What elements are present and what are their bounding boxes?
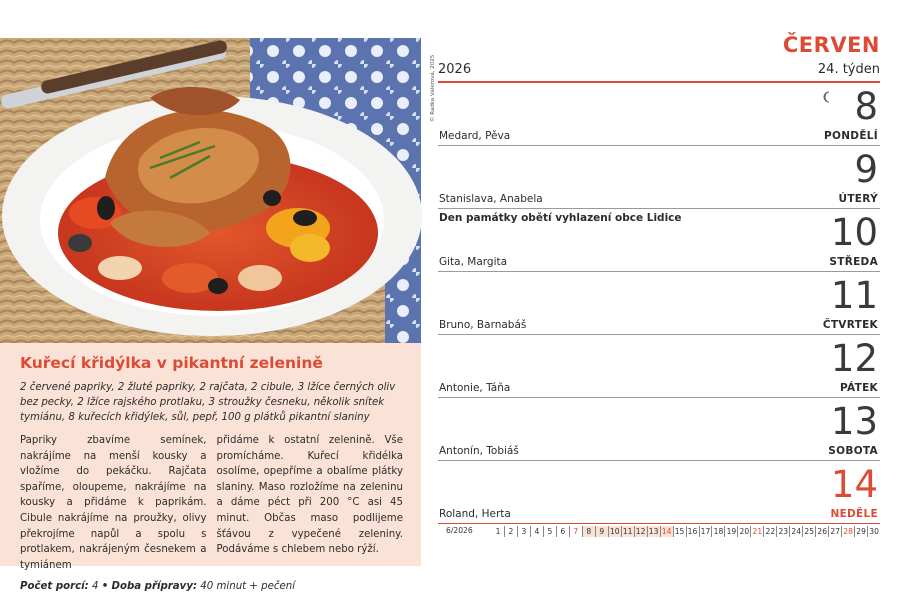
day-name: NEDĚLE [830,508,878,520]
strip-day: 2 [505,526,518,537]
month-title: ČERVEN [782,33,880,57]
strip-day: 30 [869,527,879,536]
strip-day: 9 [596,526,609,537]
strip-day: 22 [764,526,777,537]
day-number: 14 [830,463,878,506]
name-day: Antonie, Táňa [439,382,511,394]
day-name: SOBOTA [828,445,878,457]
strip-day: 15 [674,526,687,537]
strip-day: 7 [570,526,583,537]
month-strip-cells [492,526,880,537]
day-number: 10 [830,211,878,254]
recipe-method-col1: Papriky zbavíme semínek, nakrájíme na menší kousky a vložíme do pekáčku. Rajčata spaříme, oloupeme, nakrájíme na kousky a přidáme k paprikám. Cibule nakrájíme na proužky, olivy překrojíme napůl a spolu s protlakem, nakrájeným česnekem a tymiánem [20,435,207,571]
day-number: 9 [854,148,878,191]
strip-day: 24 [790,526,803,537]
footer-bullet: • [101,581,109,592]
day-row [438,209,880,272]
day-row [438,335,880,398]
strip-day: 26 [816,526,829,537]
strip-day: 18 [712,526,725,537]
strip-day: 23 [777,526,790,537]
strip-day: 11 [622,526,635,537]
recipe-method-col2: přidáme k ostatní zelenině. Vše promícháme. Kuřecí křidélka osolíme, opepříme a obalíme plátky slaniny. Maso rozložíme na zeleninu a dáme péct při 200 °C asi 45 minut. Občas maso podlijeme šťávou z vypečené zeleniny. Podáváme s chlebem nebo rýží. [216,435,403,556]
week-label: 24. týden [817,62,880,77]
day-row [438,398,880,461]
recipe-ingredients: 2 červené papriky, 2 žluté papriky, 2 rajčata, 2 cibule, 3 lžíce černých oliv bez pecky, 2 lžíce rajského protlaku, 3 stroužky česneku, několik snítek tymiánu, 8 kuřecích křidýlek, sůl, pepř, 100 g plátků pikantní slaniny [20,382,396,423]
month-strip [438,526,880,538]
strip-day: 17 [700,526,713,537]
day-number: 8 [854,85,878,128]
recipe-footer [20,581,403,592]
day-name: ČTVRTEK [822,319,878,331]
strip-day: 3 [518,526,531,537]
strip-day: 19 [725,526,738,537]
strip-day: 28 [842,526,855,537]
recipe-box [0,343,421,592]
strip-day: 25 [803,526,816,537]
strip-day: 1 [492,526,505,537]
name-day: Medard, Pěva [439,130,511,142]
strip-day: 13 [648,526,661,537]
day-row [438,146,880,209]
year-label: 2026 [438,62,472,77]
calendar-page [438,0,880,566]
day-number: 11 [830,274,878,317]
servings-value: 4 [92,581,99,592]
strip-day: 5 [544,526,557,537]
day-name: PONDĚLÍ [824,130,878,142]
servings-label: Počet porcí: [20,581,89,592]
recipe-title: Kuřecí křidýlka v pikantní zelenině [20,354,323,372]
recipe-photo-illustration [0,38,421,343]
day-name: STŘEDA [829,256,878,268]
day-number: 12 [830,337,878,380]
strip-day: 6 [557,526,570,537]
recipe-page [0,0,436,592]
recipe-photo [0,38,421,343]
day-event: Den památky obětí vyhlazení obce Lidice [439,212,682,224]
day-number: 13 [830,400,878,443]
strip-day: 21 [751,526,764,537]
day-name: ÚTERÝ [838,193,878,205]
prep-value: 40 minut + pečení [200,581,296,592]
strip-day: 29 [855,526,868,537]
day-row [438,461,880,524]
month-strip-label: 6/2026 [446,526,473,535]
day-row [438,83,880,146]
strip-day: 14 [661,526,674,537]
photo-credit [423,38,436,128]
name-day: Roland, Herta [439,508,511,520]
strip-day: 8 [583,526,596,537]
strip-day: 16 [687,526,700,537]
name-day: Antonín, Tobiáš [439,445,519,457]
day-name: PÁTEK [839,382,878,394]
strip-day: 10 [609,526,622,537]
strip-day: 20 [738,526,751,537]
prep-label: Doba přípravy: [111,581,198,592]
strip-day: 4 [531,526,544,537]
name-day: Bruno, Barnabáš [439,319,527,331]
strip-day: 27 [829,526,842,537]
recipe-method [20,433,403,573]
name-day: Gita, Margita [439,256,508,268]
strip-day: 12 [635,526,648,537]
name-day: Stanislava, Anabela [439,193,543,205]
moon-phase-icon [822,91,832,103]
photo-credit-text: © Radka Valerová, 2025 [430,54,436,122]
day-row [438,272,880,335]
